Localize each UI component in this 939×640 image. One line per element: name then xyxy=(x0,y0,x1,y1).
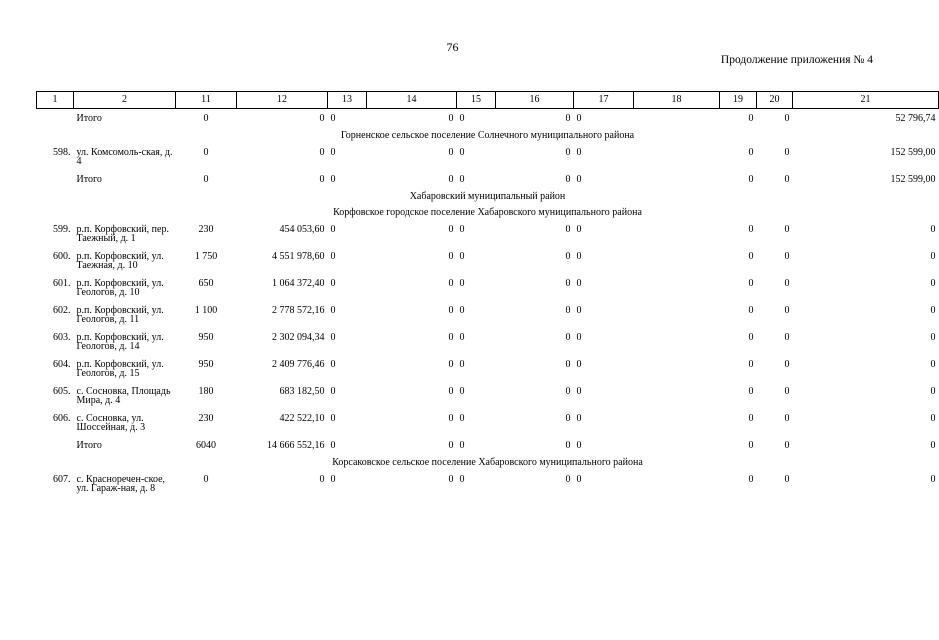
cell-col-12: 0 xyxy=(319,474,325,485)
cell-col-11: 180 xyxy=(198,386,214,397)
cell-col-19: 0 xyxy=(748,305,754,316)
cell-col-15: 0 xyxy=(459,474,465,485)
table-row xyxy=(37,355,939,382)
page-number: 76 xyxy=(446,40,459,54)
column-header-17: 17 xyxy=(574,92,634,109)
column-header-11: 11 xyxy=(176,92,237,109)
cell-col-14: 0 xyxy=(448,440,454,451)
section-heading-row xyxy=(37,127,939,143)
section-heading-row xyxy=(37,188,939,204)
cell-col-18 xyxy=(634,220,720,247)
cell-col-2: ул. Комсомоль-ская, д. 4 xyxy=(76,147,173,167)
cell-col-12: 2 302 094,34 xyxy=(272,332,325,343)
table-row xyxy=(37,143,939,170)
table-row xyxy=(37,328,939,355)
cell-col-15: 0 xyxy=(459,413,465,424)
cell-col-21: 152 599,00 xyxy=(890,147,936,158)
cell-col-20: 0 xyxy=(784,174,790,185)
cell-col-15: 0 xyxy=(459,224,465,235)
table-header-row xyxy=(37,92,939,109)
cell-col-11: 230 xyxy=(198,224,214,235)
cell-col-14: 0 xyxy=(448,278,454,289)
cell-col-18 xyxy=(634,382,720,409)
cell-col-21: 52 796,74 xyxy=(895,113,936,124)
cell-col-1: 598. xyxy=(53,147,71,158)
cell-col-20: 0 xyxy=(784,386,790,397)
cell-col-19: 0 xyxy=(748,251,754,262)
column-header-2: 2 xyxy=(74,92,176,109)
cell-col-19: 0 xyxy=(748,332,754,343)
cell-col-11: 0 xyxy=(203,113,209,124)
section-heading: Горненское сельское поселение Солнечного муниципального района xyxy=(340,130,635,141)
section-heading: Хабаровский муниципальный район xyxy=(409,191,566,202)
cell-col-11: 1 750 xyxy=(194,251,218,262)
cell-col-16: 0 xyxy=(565,359,571,370)
table-row xyxy=(37,220,939,247)
cell-col-17: 0 xyxy=(576,359,582,370)
cell-col-13: 0 xyxy=(330,332,336,343)
cell-col-12: 683 182,50 xyxy=(279,386,325,397)
cell-col-13: 0 xyxy=(330,147,336,158)
cell-col-17: 0 xyxy=(576,413,582,424)
cell-col-15: 0 xyxy=(459,305,465,316)
cell-col-19: 0 xyxy=(748,359,754,370)
cell-col-15: 0 xyxy=(459,174,465,185)
cell-col-16: 0 xyxy=(565,413,571,424)
appendix-continuation-title: Продолжение приложения № 4 xyxy=(720,54,873,66)
cell-col-17: 0 xyxy=(576,224,582,235)
cell-col-1: 607. xyxy=(53,474,71,485)
cell-col-11: 650 xyxy=(198,278,214,289)
cell-col-14: 0 xyxy=(448,332,454,343)
cell-col-16: 0 xyxy=(565,174,571,185)
cell-col-17: 0 xyxy=(576,386,582,397)
cell-col-17: 0 xyxy=(576,305,582,316)
cell-col-19: 0 xyxy=(748,386,754,397)
cell-col-20: 0 xyxy=(784,278,790,289)
column-header-15: 15 xyxy=(457,92,496,109)
cell-col-13: 0 xyxy=(330,224,336,235)
column-header-1: 1 xyxy=(37,92,74,109)
section-heading: Корфовское городское поселение Хабаровского муниципального района xyxy=(333,207,642,218)
cell-col-2: Итого xyxy=(76,174,102,185)
column-header-12: 12 xyxy=(237,92,328,109)
cell-col-20: 0 xyxy=(784,251,790,262)
cell-col-21: 0 xyxy=(930,305,936,316)
cell-col-21: 0 xyxy=(930,278,936,289)
cell-col-13: 0 xyxy=(330,278,336,289)
cell-col-18 xyxy=(634,247,720,274)
cell-col-11: 950 xyxy=(198,359,214,370)
cell-col-20: 0 xyxy=(784,305,790,316)
cell-col-19: 0 xyxy=(748,474,754,485)
cell-col-2: с. Красноречен-ское, ул. Гараж-ная, д. 8 xyxy=(76,474,166,494)
cell-col-15: 0 xyxy=(459,386,465,397)
cell-col-1: 606. xyxy=(53,413,71,424)
table-row xyxy=(37,409,939,436)
cell-col-15: 0 xyxy=(459,113,465,124)
cell-col-15: 0 xyxy=(459,440,465,451)
cell-col-19: 0 xyxy=(748,440,754,451)
cell-col-1: 604. xyxy=(53,359,71,370)
cell-col-21: 0 xyxy=(930,440,936,451)
cell-col-2: Итого xyxy=(76,440,102,451)
cell-col-13: 0 xyxy=(330,305,336,316)
cell-col-17: 0 xyxy=(576,278,582,289)
cell-col-2: р.п. Корфовский, ул. Геологов, д. 10 xyxy=(76,278,164,298)
cell-col-14: 0 xyxy=(448,386,454,397)
cell-col-18 xyxy=(634,470,720,497)
cell-col-2: р.п. Корфовский, ул. Таежная, д. 10 xyxy=(76,251,164,271)
cell-col-14: 0 xyxy=(448,413,454,424)
cell-col-21: 0 xyxy=(930,474,936,485)
column-header-19: 19 xyxy=(720,92,757,109)
table-row xyxy=(37,382,939,409)
table-row xyxy=(37,247,939,274)
cell-col-18 xyxy=(634,355,720,382)
cell-col-20: 0 xyxy=(784,474,790,485)
cell-col-14: 0 xyxy=(448,113,454,124)
cell-col-17: 0 xyxy=(576,332,582,343)
cell-col-18 xyxy=(634,328,720,355)
cell-col-18 xyxy=(634,301,720,328)
cell-col-21: 0 xyxy=(930,359,936,370)
cell-col-1: 602. xyxy=(53,305,71,316)
cell-col-2: Итого xyxy=(76,113,102,124)
cell-col-19: 0 xyxy=(748,147,754,158)
cell-col-20: 0 xyxy=(784,224,790,235)
column-header-14: 14 xyxy=(367,92,457,109)
cell-col-13: 0 xyxy=(330,359,336,370)
cell-col-16: 0 xyxy=(565,113,571,124)
cell-col-19: 0 xyxy=(748,113,754,124)
cell-col-1 xyxy=(37,436,74,454)
cell-col-2: с. Сосновка, ул. Шоссейная, д. 3 xyxy=(76,413,146,433)
cell-col-15: 0 xyxy=(459,359,465,370)
cell-col-21: 152 599,00 xyxy=(890,174,936,185)
cell-col-13: 0 xyxy=(330,251,336,262)
cell-col-2: с. Сосновка, Площадь Мира, д. 4 xyxy=(76,386,171,406)
cell-col-16: 0 xyxy=(565,251,571,262)
cell-col-1: 601. xyxy=(53,278,71,289)
column-header-21: 21 xyxy=(793,92,939,109)
cell-col-11: 230 xyxy=(198,413,214,424)
cell-col-12: 422 522,10 xyxy=(279,413,325,424)
table-row xyxy=(37,274,939,301)
cell-col-12: 454 053,60 xyxy=(279,224,325,235)
cell-col-20: 0 xyxy=(784,359,790,370)
cell-col-14: 0 xyxy=(448,474,454,485)
cell-col-13: 0 xyxy=(330,474,336,485)
cell-col-12: 0 xyxy=(319,113,325,124)
cell-col-2: р.п. Корфовский, ул. Геологов, д. 14 xyxy=(76,332,164,352)
table-row xyxy=(37,109,939,128)
cell-col-17: 0 xyxy=(576,440,582,451)
cell-col-2: р.п. Корфовский, ул. Геологов, д. 11 xyxy=(76,305,164,325)
cell-col-17: 0 xyxy=(576,251,582,262)
cell-col-17: 0 xyxy=(576,474,582,485)
cell-col-18 xyxy=(634,143,720,170)
cell-col-14: 0 xyxy=(448,305,454,316)
cell-col-20: 0 xyxy=(784,332,790,343)
cell-col-19: 0 xyxy=(748,413,754,424)
column-header-13: 13 xyxy=(328,92,367,109)
cell-col-16: 0 xyxy=(565,386,571,397)
cell-col-11: 1 100 xyxy=(194,305,218,316)
section-heading-row xyxy=(37,204,939,220)
cell-col-11: 0 xyxy=(203,474,209,485)
cell-col-12: 2 409 776,46 xyxy=(272,359,325,370)
cell-col-11: 6040 xyxy=(196,440,216,451)
cell-col-15: 0 xyxy=(459,147,465,158)
cell-col-20: 0 xyxy=(784,147,790,158)
cell-col-12: 0 xyxy=(319,174,325,185)
cell-col-14: 0 xyxy=(448,251,454,262)
cell-col-1 xyxy=(37,109,74,128)
cell-col-14: 0 xyxy=(448,174,454,185)
column-header-16: 16 xyxy=(496,92,574,109)
cell-col-2: р.п. Корфовский, ул. Геологов, д. 15 xyxy=(76,359,164,379)
cell-col-19: 0 xyxy=(748,278,754,289)
table-row xyxy=(37,436,939,454)
cell-col-21: 0 xyxy=(930,224,936,235)
column-header-18: 18 xyxy=(634,92,720,109)
cell-col-18 xyxy=(634,409,720,436)
cell-col-16: 0 xyxy=(565,224,571,235)
cell-col-12: 1 064 372,40 xyxy=(272,278,325,289)
cell-col-2: р.п. Корфовский, пер. Таежный, д. 1 xyxy=(76,224,169,244)
cell-col-16: 0 xyxy=(565,278,571,289)
cell-col-18 xyxy=(634,274,720,301)
cell-col-13: 0 xyxy=(330,440,336,451)
table-row xyxy=(37,301,939,328)
cell-col-15: 0 xyxy=(459,332,465,343)
cell-col-11: 0 xyxy=(203,174,209,185)
cell-col-12: 0 xyxy=(319,147,325,158)
column-header-20: 20 xyxy=(757,92,793,109)
cell-col-12: 2 778 572,16 xyxy=(272,305,325,316)
cell-col-16: 0 xyxy=(565,305,571,316)
appendix-table xyxy=(36,91,939,497)
cell-col-20: 0 xyxy=(784,113,790,124)
cell-col-12: 14 666 552,16 xyxy=(267,440,325,451)
section-heading: Корсаковское сельское поселение Хабаровского муниципального района xyxy=(332,457,643,468)
cell-col-17: 0 xyxy=(576,147,582,158)
cell-col-21: 0 xyxy=(930,251,936,262)
cell-col-13: 0 xyxy=(330,174,336,185)
cell-col-18 xyxy=(634,436,720,454)
cell-col-16: 0 xyxy=(565,332,571,343)
cell-col-1 xyxy=(37,170,74,188)
table-row xyxy=(37,170,939,188)
cell-col-1: 603. xyxy=(53,332,71,343)
cell-col-13: 0 xyxy=(330,386,336,397)
cell-col-11: 950 xyxy=(198,332,214,343)
cell-col-20: 0 xyxy=(784,440,790,451)
cell-col-16: 0 xyxy=(565,440,571,451)
cell-col-1: 599. xyxy=(53,224,71,235)
cell-col-19: 0 xyxy=(748,174,754,185)
cell-col-16: 0 xyxy=(565,474,571,485)
cell-col-20: 0 xyxy=(784,413,790,424)
cell-col-19: 0 xyxy=(748,224,754,235)
section-heading-row xyxy=(37,454,939,470)
cell-col-18 xyxy=(634,170,720,188)
cell-col-12: 4 551 978,60 xyxy=(272,251,325,262)
cell-col-21: 0 xyxy=(930,386,936,397)
cell-col-15: 0 xyxy=(459,278,465,289)
cell-col-13: 0 xyxy=(330,113,336,124)
cell-col-18 xyxy=(634,109,720,128)
cell-col-16: 0 xyxy=(565,147,571,158)
cell-col-13: 0 xyxy=(330,413,336,424)
cell-col-17: 0 xyxy=(576,174,582,185)
cell-col-14: 0 xyxy=(448,224,454,235)
cell-col-21: 0 xyxy=(930,413,936,424)
cell-col-11: 0 xyxy=(203,147,209,158)
cell-col-1: 605. xyxy=(53,386,71,397)
cell-col-15: 0 xyxy=(459,251,465,262)
cell-col-14: 0 xyxy=(448,359,454,370)
cell-col-17: 0 xyxy=(576,113,582,124)
cell-col-14: 0 xyxy=(448,147,454,158)
table-row xyxy=(37,470,939,497)
cell-col-1: 600. xyxy=(53,251,71,262)
cell-col-21: 0 xyxy=(930,332,936,343)
